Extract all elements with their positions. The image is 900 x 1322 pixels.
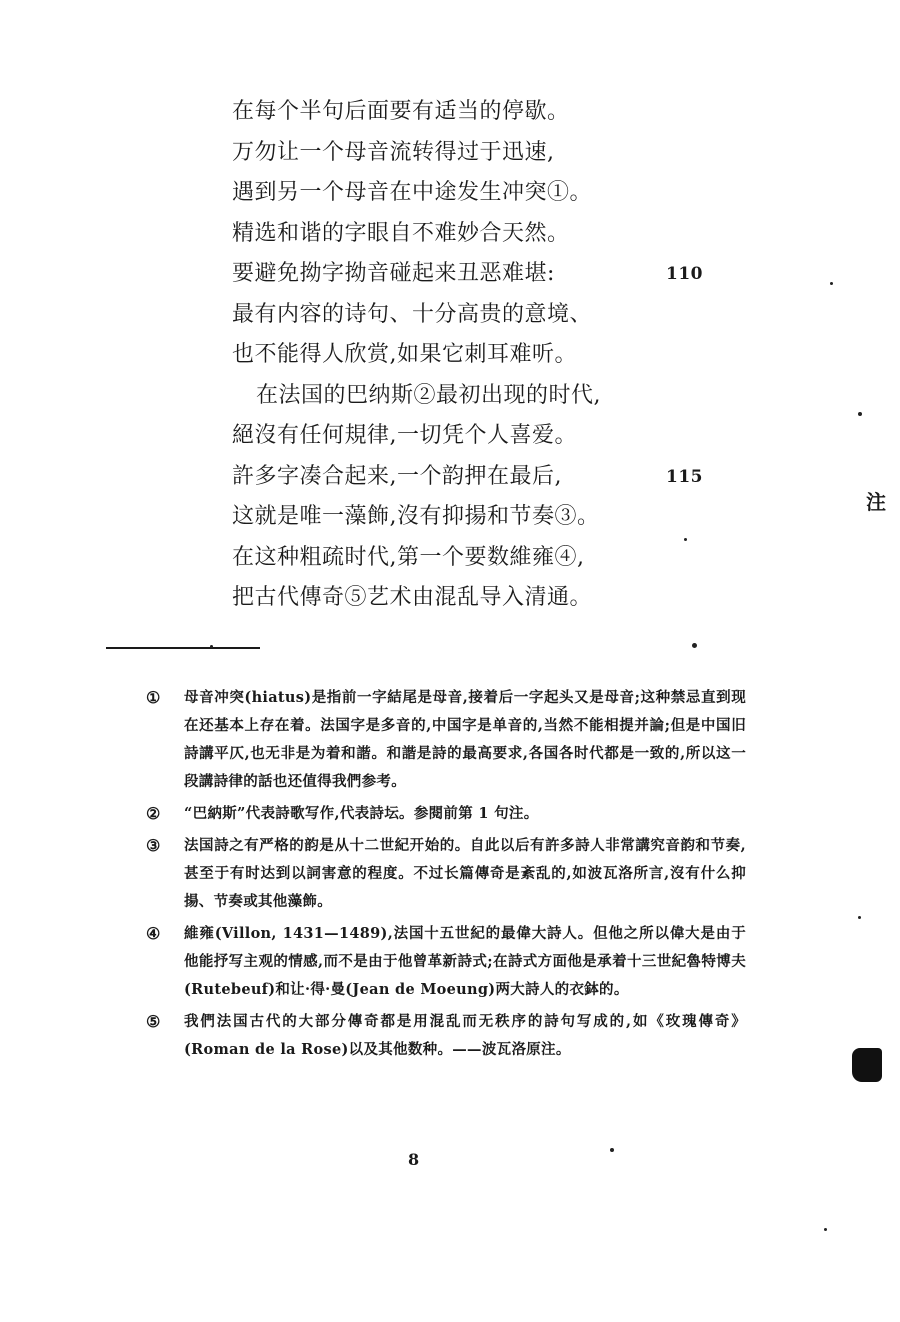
line-number: 115	[666, 466, 703, 487]
verse-line	[232, 578, 752, 619]
footnote-text: 維雍(Villon, 1431—1489),法国十五世紀的最偉大詩人。但他之所以偉大是由于他能抒写主观的情感,而不是由于他曾革新詩式;在詩式方面他是承着十三世紀魯特博夫(Rutebeuf)和让·得·曼(Jean de Moeung)两大詩人的衣鉢的。	[184, 925, 746, 998]
verse-line	[232, 173, 752, 214]
footnote	[146, 800, 746, 828]
verse-text: 遇到另一个母音在中途发生冲突①。	[232, 180, 593, 205]
verse-text: 在法国的巴纳斯②最初出现的时代,	[256, 382, 601, 408]
footnote-text: 我們法国古代的大部分傳奇都是用混乱而无秩序的詩句写成的,如《玫瑰傳奇》(Roman de la Rose)以及其他数种。——波瓦洛原注。	[184, 1013, 746, 1058]
scan-speck	[684, 538, 687, 541]
verse-text: 最有内容的诗句、十分高贵的意境、	[232, 301, 593, 327]
verse-line	[232, 335, 752, 376]
footnote-text: 法国詩之有严格的韵是从十二世紀开始的。自此以后有許多詩人非常講究音韵和节奏,甚至于有时达到以詞害意的程度。不过长篇傳奇是紊乱的,如波瓦洛所言,沒有什么抑揚、节奏或其他藻飾。	[184, 837, 746, 910]
verse-text: 万勿让一个母音流转得过于迅速,	[232, 139, 555, 165]
verse-text: 許多字凑合起来,一个韵押在最后,	[232, 463, 562, 489]
scan-speck	[610, 1148, 614, 1152]
verse-text: 絕沒有任何規律,一切凭个人喜爱。	[232, 423, 577, 448]
verse-line	[232, 538, 752, 579]
footnote-mark: ①	[146, 688, 161, 707]
verse-line	[232, 254, 752, 295]
scan-speck	[858, 412, 862, 416]
verse-line	[232, 416, 752, 457]
footnote	[146, 1008, 746, 1064]
footnote-text: 母音冲突(hiatus)是指前一字結尾是母音,接着后一字起头又是母音;这种禁忌直到现在还基本上存在着。法国字是多音的,中国字是单音的,当然不能相提并論;但是中国旧詩講平仄,也无非是为着和諧。和諧是詩的最高要求,各国各时代都是一致的,所以这一段講詩律的話也还值得我們参考。	[184, 689, 746, 790]
scan-speck	[830, 282, 833, 285]
verse-line	[232, 92, 752, 133]
verse-line	[232, 295, 752, 336]
footnote-text: “巴納斯”代表詩歌写作,代表詩坛。参閱前第 1 句注。	[184, 805, 539, 822]
footnote-mark: ②	[146, 804, 161, 823]
scan-speck	[210, 645, 213, 648]
footnotes-block	[146, 684, 746, 1068]
verse-text: 这就是唯一藻飾,沒有抑揚和节奏③。	[232, 504, 600, 529]
verse-text: 要避免拗字拗音碰起来丑恶难堪:	[232, 261, 555, 286]
verse-line	[232, 214, 752, 255]
line-number: 110	[666, 264, 703, 284]
verse-text: 也不能得人欣赏,如果它刺耳难听。	[232, 342, 577, 367]
footnote	[146, 920, 746, 1004]
verse-line	[232, 133, 752, 174]
scan-speck	[824, 1228, 827, 1231]
ink-blot	[852, 1048, 882, 1082]
footnote	[146, 684, 746, 796]
footnote-mark: ③	[146, 836, 161, 855]
verse-line	[232, 497, 752, 538]
verse-line	[232, 376, 752, 417]
scan-speck	[692, 643, 697, 648]
footnote-mark: ④	[146, 924, 161, 943]
verse-text: 在这种粗疏时代,第一个要数維雍④,	[232, 544, 585, 570]
footnote-mark: ⑤	[146, 1012, 161, 1031]
page-number: 8	[408, 1150, 420, 1169]
margin-mark: 注	[866, 490, 886, 514]
verse-text: 把古代傳奇⑤艺术由混乱导入清通。	[232, 585, 593, 610]
footnote-rule	[106, 647, 260, 649]
footnote	[146, 832, 746, 916]
verse-line	[232, 457, 752, 498]
verse-block	[232, 92, 752, 619]
verse-text: 在每个半句后面要有适当的停歇。	[232, 99, 570, 124]
verse-text: 精选和谐的字眼自不难妙合天然。	[232, 220, 570, 246]
scan-speck	[858, 916, 861, 919]
